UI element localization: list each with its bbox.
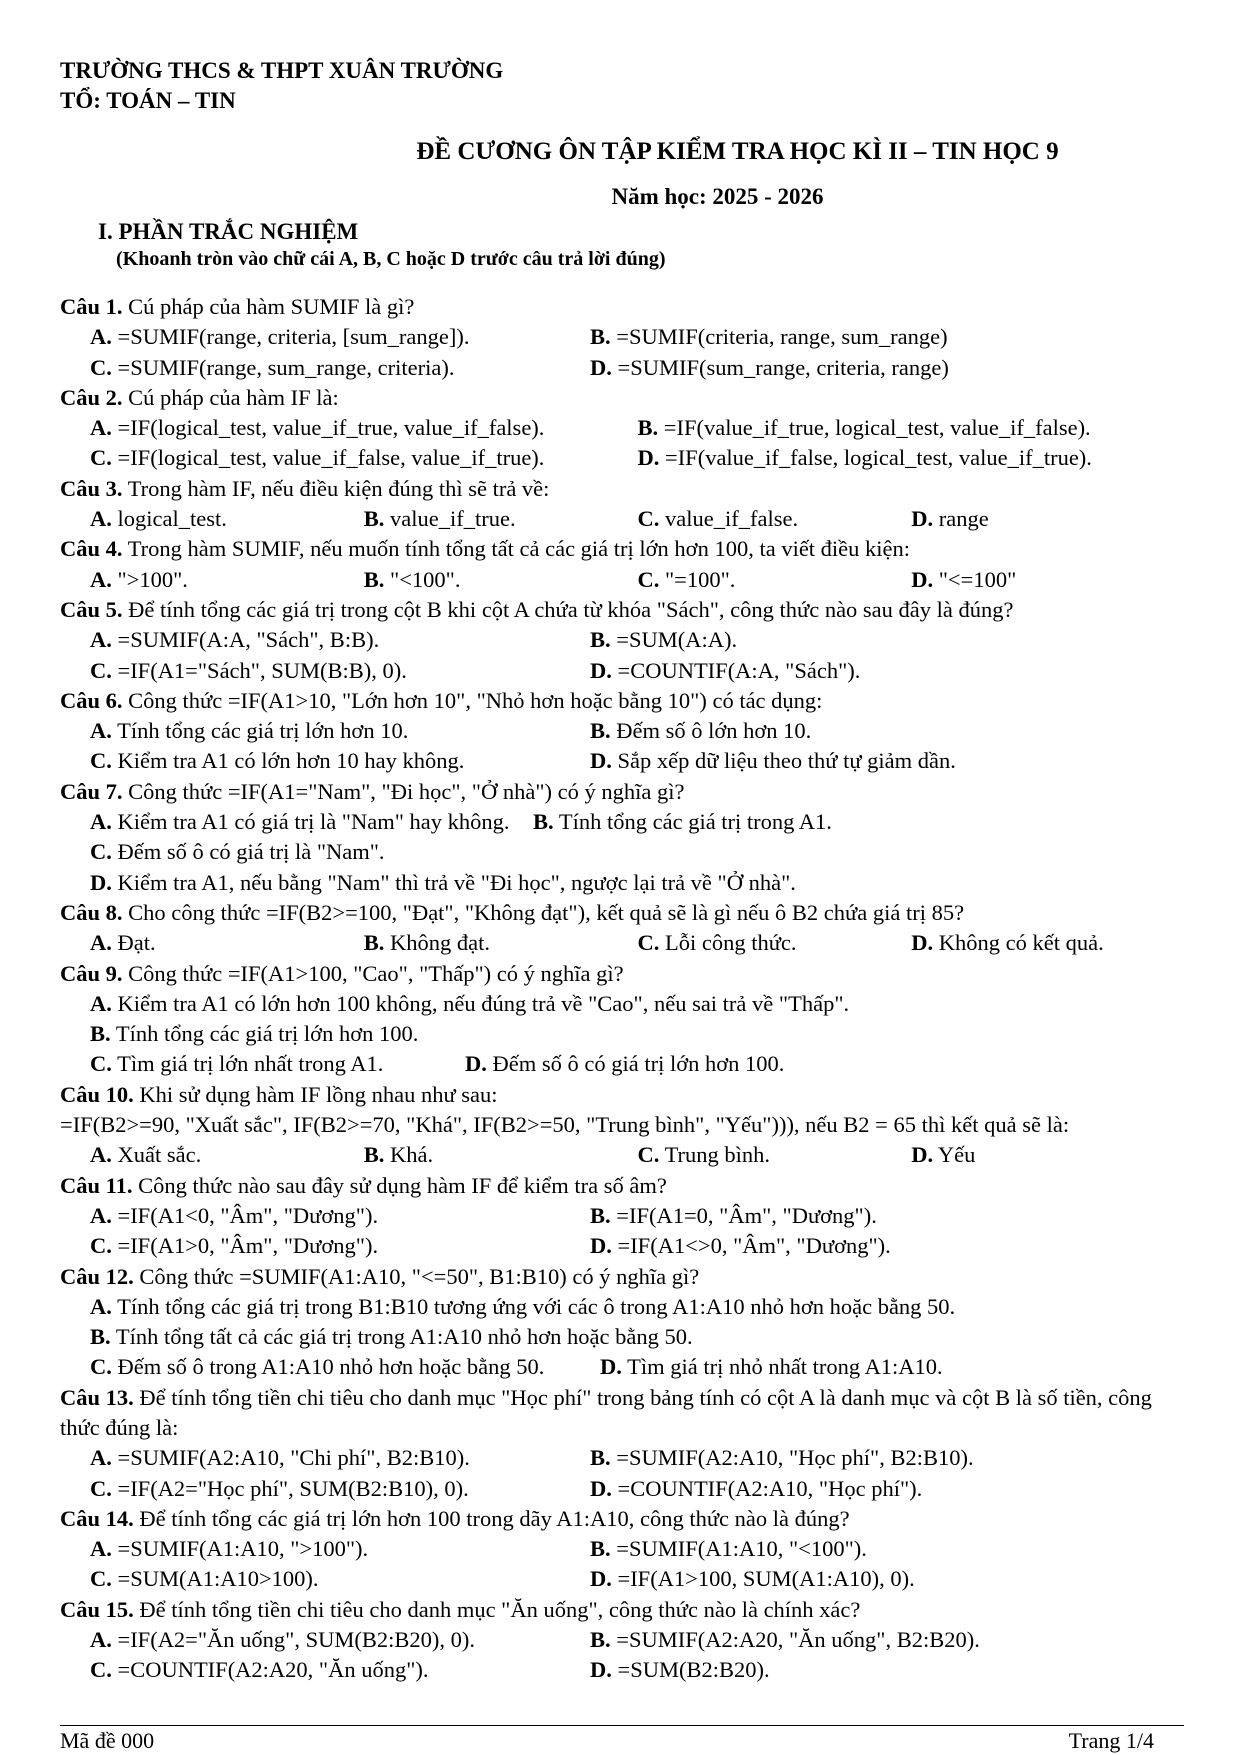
option-letter: B. [590, 718, 611, 744]
option-letter: A. [90, 1142, 112, 1168]
option-row [60, 868, 1185, 898]
option-letter: B. [590, 627, 611, 653]
option-letter: B. [637, 415, 659, 441]
option-row [60, 807, 1185, 837]
option-text: =IF(value_if_true, logical_test, value_if_false). [658, 415, 1091, 441]
option-letter: C. [637, 930, 660, 956]
question-label: Câu 2. [60, 384, 123, 410]
option-letter: B. [90, 1324, 111, 1350]
answer-option[interactable] [590, 746, 1090, 776]
option-row [60, 1625, 1185, 1655]
question-label: Câu 5. [60, 596, 123, 622]
question [60, 1595, 1185, 1686]
page-number: Trang 1/4 [1068, 1728, 1154, 1753]
question-formula: =IF(B2>=90, "Xuất sắc", IF(B2>=70, "Khá", IF(B2>=50, "Trung bình", "Yếu"))), nếu B2 = 65 thì kết quả sẽ là: [60, 1112, 1070, 1138]
option-letter: C. [90, 1566, 112, 1592]
question-text: Công thức =IF(A1>100, "Cao", "Thấp") có ý nghĩa gì? [122, 960, 624, 986]
option-letter: B. [533, 809, 554, 835]
answer-option[interactable] [90, 1201, 590, 1231]
option-text: =SUMIF(criteria, range, sum_range) [610, 324, 948, 350]
answer-option[interactable] [90, 807, 533, 837]
option-letter: A. [90, 324, 112, 350]
option-row [60, 1534, 1185, 1564]
answer-option[interactable] [590, 1534, 1090, 1564]
question [60, 1383, 1185, 1504]
question-list [60, 292, 1185, 1686]
question-label: Câu 3. [60, 475, 123, 501]
option-letter: A. [90, 1202, 112, 1228]
question [60, 1080, 1185, 1171]
question-stem [60, 1171, 1185, 1201]
question-stem [60, 474, 1185, 504]
question [60, 292, 1185, 383]
option-letter: A. [90, 990, 112, 1016]
option-text: Kiểm tra A1 có lớn hơn 10 hay không. [111, 748, 465, 774]
question [60, 959, 1185, 1080]
option-text: =COUNTIF(A2:A20, "Ăn uống"). [111, 1657, 429, 1683]
option-row [60, 322, 1185, 352]
section-title: I. PHẦN TRẮC NGHIỆM [98, 219, 359, 244]
option-letter: A. [90, 506, 112, 532]
option-letter: C. [90, 354, 112, 380]
answer-option[interactable] [364, 504, 638, 534]
question-stem [60, 383, 1185, 413]
option-text: Đếm số ô trong A1:A10 nhỏ hơn hoặc bằng 50. [111, 1354, 545, 1380]
option-text: Đếm số ô có giá trị lớn hơn 100. [486, 1051, 785, 1077]
option-letter: D. [590, 748, 612, 774]
question [60, 898, 1185, 959]
option-letter: B. [590, 1627, 611, 1653]
question [60, 474, 1185, 535]
answer-option[interactable] [590, 1231, 1090, 1261]
answer-option[interactable] [90, 928, 364, 958]
question-label: Câu 13. [60, 1384, 134, 1410]
option-text: =SUMIF(A:A, "Sách", B:B). [111, 627, 380, 653]
question-text: Để tính tổng các giá trị lớn hơn 100 trong dãy A1:A10, công thức nào là đúng? [133, 1505, 850, 1531]
question-stem [60, 898, 1185, 928]
option-letter: A. [90, 627, 112, 653]
document-title: ĐỀ CƯƠNG ÔN TẬP KIỂM TRA HỌC KÌ II – TIN HỌC 9 [416, 138, 1059, 165]
option-text: Đạt. [111, 930, 156, 956]
question-label: Câu 1. [60, 294, 123, 319]
option-letter: D. [911, 506, 934, 532]
answer-option[interactable] [90, 1322, 693, 1352]
answer-option[interactable] [533, 807, 832, 837]
option-text: Tính tổng tất cả các giá trị trong A1:A10 nhỏ hơn hoặc bằng 50. [110, 1324, 693, 1350]
option-text: Đếm số ô có giá trị là "Nam". [111, 839, 385, 865]
department-name: TỔ: TOÁN – TIN [60, 88, 236, 113]
option-text: =IF(A1<>0, "Âm", "Dương"). [611, 1233, 891, 1259]
question-text: Cú pháp của hàm IF là: [122, 384, 339, 410]
question-stem [60, 534, 1185, 564]
answer-option[interactable] [590, 716, 1090, 746]
option-text: =IF(A2="Học phí", SUM(B2:B10), 0). [111, 1475, 469, 1501]
option-text: =SUMIF(A2:A20, "Ăn uống", B2:B20). [610, 1627, 980, 1653]
option-text: Kiểm tra A1 có lớn hơn 100 không, nếu đúng trả về "Cao", nếu sai trả về "Thấp". [111, 990, 850, 1016]
option-text: value_if_false. [659, 506, 799, 532]
answer-option[interactable] [90, 1443, 590, 1473]
option-row [60, 837, 1185, 867]
answer-option[interactable] [590, 322, 1090, 352]
option-text: =SUMIF(range, criteria, [sum_range]). [111, 324, 470, 350]
question-label: Câu 12. [60, 1263, 134, 1289]
option-row [60, 746, 1185, 776]
option-letter: C. [637, 566, 660, 592]
footer [60, 1728, 1184, 1754]
option-letter: B. [363, 1142, 385, 1168]
option-row [60, 504, 1185, 534]
answer-option[interactable] [638, 443, 1186, 473]
option-row [60, 989, 1185, 1019]
option-text: Sắp xếp dữ liệu theo thứ tự giảm dần. [611, 748, 956, 774]
option-text: =IF(A1<0, "Âm", "Dương"). [111, 1202, 379, 1228]
question-stem [60, 1080, 1185, 1110]
question-stem [60, 292, 1185, 322]
answer-option[interactable] [90, 1534, 590, 1564]
option-text: Đếm số ô lớn hơn 10. [610, 718, 812, 744]
option-row [60, 1443, 1185, 1473]
option-letter: B. [590, 1202, 611, 1228]
option-row [60, 1322, 1185, 1352]
option-letter: A. [90, 1293, 112, 1319]
question-stem [60, 595, 1185, 625]
option-text: =SUMIF(A2:A10, "Học phí", B2:B10). [610, 1445, 974, 1471]
answer-option[interactable] [90, 322, 590, 352]
answer-option[interactable] [90, 1049, 465, 1079]
option-letter: D. [590, 354, 612, 380]
option-letter: C. [90, 1051, 112, 1077]
option-letter: D. [911, 1142, 934, 1168]
option-letter: D. [600, 1354, 622, 1380]
answer-option[interactable] [911, 504, 1185, 534]
option-row [60, 1049, 1185, 1079]
question-stem [60, 1262, 1185, 1292]
option-text: =IF(logical_test, value_if_false, value_if_true). [111, 445, 545, 471]
option-row [60, 1292, 1185, 1322]
option-letter: C. [90, 748, 112, 774]
option-text: =SUM(A1:A10>100). [111, 1566, 319, 1592]
option-letter: D. [911, 566, 934, 592]
answer-option[interactable] [90, 868, 796, 898]
option-text: Tính tổng các giá trị trong B1:B10 tương ứng với các ô trong A1:A10 nhỏ hơn hoặc bằng 50. [111, 1293, 956, 1319]
question-text: Công thức =SUMIF(A1:A10, "<=50", B1:B10) có ý nghĩa gì? [133, 1263, 700, 1289]
option-text: =SUMIF(A2:A10, "Chi phí", B2:B10). [111, 1445, 470, 1471]
question [60, 686, 1185, 777]
school-name: TRƯỜNG THCS & THPT XUÂN TRƯỜNG [60, 58, 504, 83]
answer-option[interactable] [90, 1140, 364, 1170]
option-text: =IF(A1>100, SUM(A1:A10), 0). [611, 1566, 915, 1592]
option-letter: A. [90, 930, 112, 956]
answer-option[interactable] [90, 565, 364, 595]
answer-option[interactable] [364, 565, 638, 595]
option-text: ">100". [111, 566, 188, 592]
answer-option[interactable] [90, 1019, 418, 1049]
answer-option[interactable] [911, 928, 1185, 958]
answer-option[interactable] [465, 1049, 784, 1079]
answer-option[interactable] [90, 1231, 590, 1261]
option-row [60, 928, 1185, 958]
question [60, 1504, 1185, 1595]
option-text: Tính tổng các giá trị trong A1. [553, 809, 832, 835]
answer-option[interactable] [90, 746, 590, 776]
question-stem [60, 777, 1185, 807]
option-row [60, 1474, 1185, 1504]
option-text: Không đạt. [384, 930, 491, 956]
question-label: Câu 7. [60, 778, 123, 804]
answer-option[interactable] [590, 625, 1090, 655]
question [60, 777, 1185, 898]
option-text: value_if_true. [384, 506, 516, 532]
option-letter: C. [90, 657, 112, 683]
answer-option[interactable] [90, 716, 590, 746]
option-letter: A. [90, 566, 112, 592]
question-label: Câu 6. [60, 687, 123, 713]
option-text: "<100". [384, 566, 461, 592]
option-letter: A. [90, 809, 112, 835]
question-text: Khi sử dụng hàm IF lồng nhau như sau: [133, 1081, 498, 1107]
question-text: Công thức =IF(A1="Nam", "Đi học", "Ở nhà") có ý nghĩa gì? [122, 778, 685, 804]
option-text: =SUMIF(range, sum_range, criteria). [111, 354, 455, 380]
answer-option[interactable] [90, 656, 590, 686]
option-text: Tính tổng các giá trị lớn hơn 100. [110, 1021, 419, 1047]
question-stem [60, 959, 1185, 989]
option-text: Kiểm tra A1 có giá trị là "Nam" hay không. [111, 809, 510, 835]
exam-code: Mã đề 000 [60, 1728, 155, 1753]
option-row [60, 1140, 1185, 1170]
question [60, 1262, 1185, 1383]
answer-option[interactable] [90, 443, 638, 473]
question [60, 383, 1185, 474]
option-letter: C. [637, 506, 660, 532]
option-letter: B. [363, 506, 385, 532]
option-letter: C. [90, 839, 112, 865]
option-text: logical_test. [111, 506, 227, 532]
answer-option[interactable] [638, 928, 912, 958]
question-text: Công thức =IF(A1>10, "Lớn hơn 10", "Nhỏ hơn hoặc bằng 10") có tác dụng: [122, 687, 823, 713]
answer-option[interactable] [638, 504, 912, 534]
answer-option[interactable] [590, 1625, 1090, 1655]
option-letter: C. [90, 1657, 112, 1683]
question [60, 1171, 1185, 1262]
option-letter: B. [90, 1021, 111, 1047]
answer-option[interactable] [90, 989, 849, 1019]
option-row [60, 1655, 1185, 1685]
answer-option[interactable] [90, 1474, 590, 1504]
answer-option[interactable] [638, 413, 1186, 443]
option-text: "=100". [659, 566, 736, 592]
question-text: Trong hàm IF, nếu điều kiện đúng thì sẽ trả về: [122, 475, 550, 501]
answer-option[interactable] [590, 1564, 1090, 1594]
question-label: Câu 8. [60, 899, 123, 925]
answer-option[interactable] [638, 1140, 912, 1170]
option-letter: B. [363, 930, 385, 956]
question-label: Câu 11. [60, 1172, 133, 1198]
answer-option[interactable] [590, 1474, 1090, 1504]
option-row [60, 413, 1185, 443]
option-text: =SUMIF(A1:A10, "<100"). [610, 1536, 867, 1562]
answer-option[interactable] [590, 353, 1090, 383]
option-row [60, 1352, 1185, 1382]
option-letter: B. [590, 1536, 611, 1562]
option-text: =SUM(B2:B20). [611, 1657, 770, 1683]
option-text: =SUM(A:A). [610, 627, 738, 653]
option-row [60, 1564, 1185, 1594]
answer-option[interactable] [90, 1292, 955, 1322]
option-letter: A. [90, 1536, 112, 1562]
answer-option[interactable] [590, 1201, 1090, 1231]
answer-option[interactable] [364, 1140, 638, 1170]
option-text: =IF(A1=0, "Âm", "Dương"). [610, 1202, 877, 1228]
option-letter: D. [590, 1657, 612, 1683]
option-text: range [933, 506, 989, 532]
question-stem [60, 1595, 1185, 1625]
question-text: Cho công thức =IF(B2>=100, "Đạt", "Không đạt"), kết quả sẽ là gì nếu ô B2 chứa giá trị 85? [122, 899, 965, 925]
answer-option[interactable] [911, 1140, 1185, 1170]
answer-option[interactable] [590, 1655, 1090, 1685]
option-letter: C. [90, 1233, 112, 1259]
answer-option[interactable] [638, 565, 912, 595]
question-label: Câu 14. [60, 1505, 134, 1531]
option-letter: A. [90, 415, 112, 441]
option-letter: C. [637, 1142, 660, 1168]
option-letter: D. [590, 657, 612, 683]
question-text: Công thức nào sau đây sử dụng hàm IF để kiểm tra số âm? [132, 1172, 667, 1198]
answer-option[interactable] [364, 928, 638, 958]
answer-option[interactable] [90, 837, 385, 867]
option-letter: A. [90, 718, 112, 744]
option-letter: D. [911, 930, 934, 956]
option-text: =COUNTIF(A2:A10, "Học phí"). [611, 1475, 923, 1501]
question-stem [60, 1504, 1185, 1534]
option-letter: D. [465, 1051, 487, 1077]
question-label: Câu 15. [60, 1596, 134, 1622]
answer-option[interactable] [590, 1443, 1090, 1473]
question-label: Câu 10. [60, 1081, 134, 1107]
question-text: Để tính tổng tiền chi tiêu cho danh mục "Học phí" trong bảng tính có cột A là danh mục và cột B là số tiền, công thức đúng là: [60, 1384, 1158, 1440]
option-text: Kiểm tra A1, nếu bằng "Nam" thì trả về "Đi học", ngược lại trả về "Ở nhà". [111, 869, 796, 895]
option-text: =IF(logical_test, value_if_true, value_if_false). [111, 415, 545, 441]
option-text: =IF(A2="Ăn uống", SUM(B2:B20), 0). [111, 1627, 476, 1653]
option-row [60, 656, 1185, 686]
option-letter: C. [90, 1354, 112, 1380]
question [60, 534, 1185, 595]
option-letter: A. [90, 1627, 112, 1653]
question-stem [60, 686, 1185, 716]
answer-option[interactable] [90, 353, 590, 383]
option-text: Tìm giá trị nhỏ nhất trong A1:A10. [621, 1354, 943, 1380]
question-label: Câu 9. [60, 960, 123, 986]
option-row [60, 565, 1185, 595]
option-text: Không có kết quả. [933, 930, 1104, 956]
option-text: Lỗi công thức. [659, 930, 797, 956]
option-text: Tính tổng các giá trị lớn hơn 10. [111, 718, 409, 744]
option-text: =IF(A1="Sách", SUM(B:B), 0). [111, 657, 407, 683]
option-letter: B. [590, 1445, 611, 1471]
option-letter: B. [590, 324, 611, 350]
option-text: Tìm giá trị lớn nhất trong A1. [111, 1051, 384, 1077]
school-year: Năm học: 2025 - 2026 [611, 184, 824, 209]
option-letter: B. [363, 566, 385, 592]
option-text: Xuất sắc. [111, 1142, 202, 1168]
option-letter: C. [90, 1475, 112, 1501]
option-text: =COUNTIF(A:A, "Sách"). [611, 657, 861, 683]
section-instruction: (Khoanh tròn vào chữ cái A, B, C hoặc D trước câu trả lời đúng) [116, 248, 666, 270]
answer-option[interactable] [911, 565, 1185, 595]
question-label: Câu 4. [60, 536, 123, 562]
option-text: "<=100" [933, 566, 1017, 592]
option-text: =IF(A1>0, "Âm", "Dương"). [111, 1233, 379, 1259]
answer-option[interactable] [600, 1352, 943, 1382]
question [60, 595, 1185, 686]
option-row [60, 1231, 1185, 1261]
option-text: Trung bình. [659, 1142, 771, 1168]
answer-option[interactable] [90, 1564, 590, 1594]
option-letter: D. [590, 1566, 612, 1592]
option-text: Khá. [384, 1142, 434, 1168]
question-stem [60, 1383, 1185, 1444]
option-letter: D. [590, 1233, 612, 1259]
answer-option[interactable] [90, 504, 364, 534]
option-row [60, 1201, 1185, 1231]
option-letter: A. [90, 1445, 112, 1471]
answer-option[interactable] [90, 1655, 590, 1685]
option-letter: D. [90, 869, 112, 895]
exam-page [60, 56, 1185, 1686]
option-letter: C. [90, 445, 112, 471]
option-row [60, 1019, 1185, 1049]
option-letter: D. [637, 445, 660, 471]
question-text: Để tính tổng các giá trị trong cột B khi cột A chứa từ khóa "Sách", công thức nào sau đây là đúng? [122, 596, 1014, 622]
answer-option[interactable] [90, 625, 590, 655]
footer-divider [60, 1725, 1184, 1726]
option-text: =SUMIF(A1:A10, ">100"). [111, 1536, 369, 1562]
option-letter: D. [590, 1475, 612, 1501]
answer-option[interactable] [90, 413, 638, 443]
option-text: =SUMIF(sum_range, criteria, range) [611, 354, 949, 380]
answer-option[interactable] [590, 656, 1090, 686]
option-text: =IF(value_if_false, logical_test, value_if_true). [659, 445, 1092, 471]
option-row [60, 443, 1185, 473]
question-text: Cú pháp của hàm SUMIF là gì? [122, 294, 415, 319]
option-row [60, 625, 1185, 655]
answer-option[interactable] [90, 1625, 590, 1655]
question-text: Trong hàm SUMIF, nếu muốn tính tổng tất cả các giá trị lớn hơn 100, ta viết điều kiện: [122, 536, 911, 562]
option-text: Yếu [933, 1142, 976, 1168]
option-row [60, 353, 1185, 383]
question-text: Để tính tổng tiền chi tiêu cho danh mục "Ăn uống", công thức nào là chính xác? [133, 1596, 861, 1622]
answer-option[interactable] [90, 1352, 600, 1382]
option-row [60, 716, 1185, 746]
